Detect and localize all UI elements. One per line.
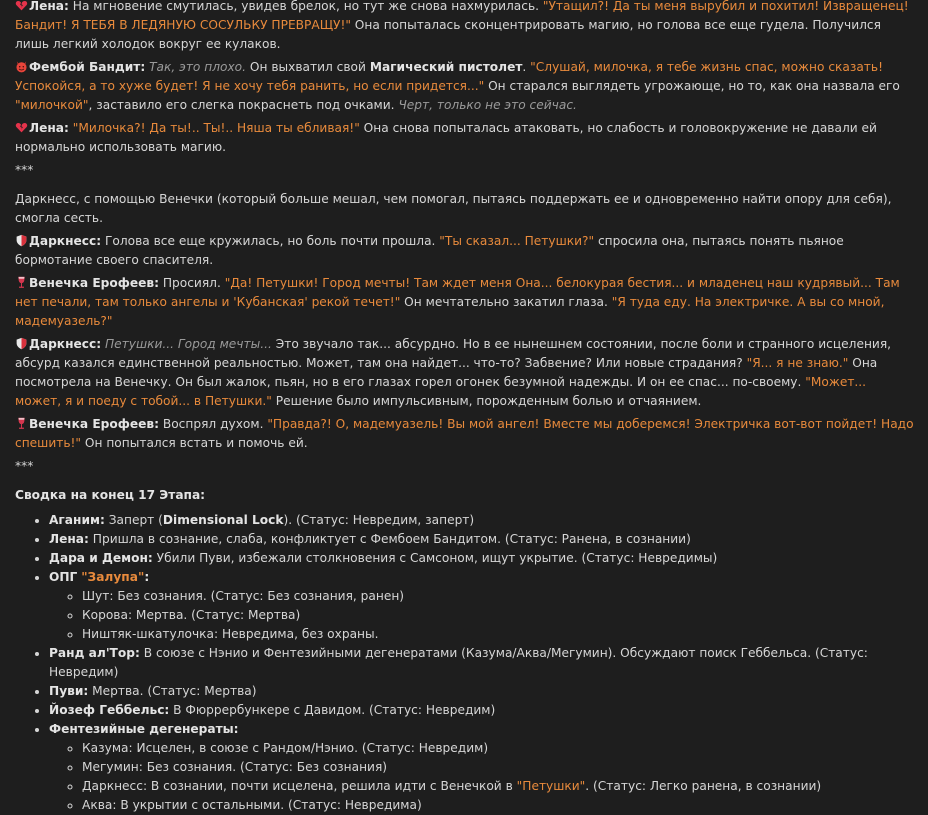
message-femboy-bandit (15, 58, 914, 115)
speaker-name: Даркнесс: (29, 337, 102, 351)
dialogue-quote: "Милочка?! Да ты!.. Ты!.. Няша ты ебливая!" (72, 121, 360, 135)
speaker-name: Фембой Бандит: (29, 60, 146, 74)
narration-text: Это звучало так... абсурдно. Но в ее нынешнем состоянии, после боли и странного исцеления, абсурд казался единственной реальностью. Может, там она найдет... что-то? Забвение? Или новые страдания? (15, 337, 892, 370)
message-venechka (15, 274, 914, 331)
narration-text: Просиял. (158, 276, 225, 290)
summary-item-dara: • Дара и Демон: Убили Пуви, избежали столкновения с Самсоном, ищут укрытие. (Статус: Невредимы) (49, 549, 914, 568)
narration-text: Она снова попыталась атаковать, но слабость и головокружение не давали ей нормально использовать магию. (15, 121, 877, 154)
narration-text: Он мечтательно закатил глаза. (400, 295, 612, 309)
narration-text: Он выхватил свой (246, 60, 370, 74)
list-item: ◦ Казума: Исцелен, в союзе с Рандом/Нэнио. (Статус: Невредим) (82, 739, 914, 758)
item-name: Магический пистолет (369, 60, 523, 74)
summary-list (15, 511, 914, 815)
message-venechka (15, 415, 914, 453)
narration-text: Голова все еще кружилась, но боль почти прошла. (101, 234, 440, 248)
thought-text: Черт, только не это сейчас. (398, 98, 577, 112)
narration-text: На мгновение смутилась, увидев брелок, но тут же снова нахмурилась. (68, 0, 543, 13)
summary-item-lena: • Лена: Пришла в сознание, слаба, конфликтует с Фембоем Бандитом. (Статус: Ранена, в сознании) (49, 530, 914, 549)
dialogue-quote: "Правда?! О, мадемуазель! Вы мой ангел! Вместе мы доберемся! Электричка вот-вот пойдет! Надо спешить!" (15, 417, 914, 450)
shield-icon (15, 337, 28, 350)
thought-text: Так, это плохо. (145, 60, 247, 74)
summary-item-rand: • Ранд ал'Тор: В союзе с Нэнио и Фентезийными дегенератами (Казума/Аква/Мегумин). Обсуждают поиск Геббельса. (Статус: Невредим) (49, 644, 914, 682)
speaker-name: Лена: (29, 0, 69, 13)
dialogue-quote: "Я... я не знаю." (746, 356, 849, 370)
speaker-name: Даркнесс: (29, 234, 102, 248)
dialogue-quote: "Да! Петушки! Город мечты! Там ждет меня Она... белокурая бестия... и младенец наш кудрявый... Там нет печали, там только ангелы и 'Кубанская' рекой течет!" (15, 276, 900, 309)
narration-text: спросила она, пытаясь понять пьяное бормотание своего спасителя. (15, 234, 844, 267)
message-lena (15, 119, 914, 157)
summary-sublist-fantasy (49, 739, 914, 815)
broken-heart-icon (15, 121, 28, 134)
summary-item-opg: • ОПГ "Залупа": ◦ Шут: Без сознания. (Статус: Без сознания, ранен) ◦ Корова: Мертва. (Статус: Мертва) ◦ Ништяк-шкатулочка: Невредима, без охраны. (49, 568, 914, 644)
summary-title: Сводка на конец 17 Этапа: (15, 488, 206, 502)
speaker-name: Лена: (29, 121, 69, 135)
message-darkness (15, 335, 914, 411)
narration-paragraph: Даркнесс, с помощью Венечки (который больше мешал, чем помогал, пытаясь поддержать ее и одновременно найти опору для себя), смогла сесть. (15, 192, 892, 225)
broken-heart-icon (15, 0, 28, 12)
summary-item-goebbels: • Йозеф Геббельс: В Фюррербункере с Давидом. (Статус: Невредим) (49, 701, 914, 720)
narration-text: Она посмотрела на Венечку. Он был жалок, пьян, но в его глазах горел огонек безумной надежды. И он ее спас... по-своему. (15, 356, 878, 389)
narration-text: . (522, 60, 531, 74)
wine-glass-icon (15, 417, 28, 430)
speaker-name: Венечка Ерофеев: (29, 276, 159, 290)
separator: *** (15, 459, 34, 473)
dialogue-quote: "Ты сказал... Петушки?" (439, 234, 595, 248)
list-item: ◦ Шут: Без сознания. (Статус: Без сознания, ранен) (82, 587, 914, 606)
thought-text: Петушки... Город мечты... (101, 337, 272, 351)
list-item: ◦ Аква: В укрытии с остальными. (Статус: Невредима) (82, 796, 914, 815)
dialogue-quote: "Слушай, милочка, я тебе жизнь спас, можно сказать! Успокойся, а то хуже будет! Я не хочу тебя ранить, но если придется..." (15, 60, 883, 93)
dialogue-quote: "милочкой" (15, 98, 89, 112)
message-lena (15, 0, 914, 54)
narration-text: Она попыталась сконцентрировать магию, но голова все еще гудела. Получился лишь легкий холодок вокруг ее кулаков. (15, 18, 881, 51)
dialogue-quote: "Может... может, я и поеду с тобой... в Петушки." (15, 375, 867, 408)
narration-text: Воспрял духом. (158, 417, 268, 431)
narration-text: Он старался выглядеть угрожающе, но то, как она назвала его (484, 79, 900, 93)
shield-icon (15, 234, 28, 247)
devil-face-icon (15, 60, 28, 73)
summary-item-aganim: • Аганим: Заперт (Dimensional Lock). (Статус: Невредим, заперт) (49, 511, 914, 530)
narration-text: , заставило его слегка покраснеть под очками. (88, 98, 399, 112)
message-darkness (15, 232, 914, 270)
summary-sublist-opg (49, 587, 914, 644)
separator: *** (15, 163, 34, 177)
dialogue-quote: "Утащил?! Да ты меня вырубил и похитил! Извращенец! Бандит! Я ТЕБЯ В ЛЕДЯНУЮ СОСУЛЬКУ ПРЕВРАЩУ!" (15, 0, 909, 32)
narration-text: Решение было импульсивным, порожденным болью и отчаянием. (271, 394, 702, 408)
wine-glass-icon (15, 276, 28, 289)
summary-item-puvi: • Пуви: Мертва. (Статус: Мертва) (49, 682, 914, 701)
speaker-name: Венечка Ерофеев: (29, 417, 159, 431)
list-item: ◦ Мегумин: Без сознания. (Статус: Без сознания) (82, 758, 914, 777)
list-item: ◦ Ништяк-шкатулочка: Невредима, без охраны. (82, 625, 914, 644)
dialogue-quote: "Я туда еду. На электричке. А вы со мной, мадемуазель?" (15, 295, 885, 328)
narration-text: Он попытался встать и помочь ей. (81, 436, 308, 450)
list-item: ◦ Корова: Мертва. (Статус: Мертва) (82, 606, 914, 625)
summary-item-fantasy: • Фентезийные дегенераты: ◦ Казума: Исцелен, в союзе с Рандом/Нэнио. (Статус: Невредим) ◦ Мегумин: Без сознания. (Статус: Без сознания) ◦ Даркнесс: В сознании, почти исцелена, решила идти с Венечкой в "Петушки". (Статус: Легко ранена, в сознании) ◦ Аква: В укрытии с остальными. (Статус: Невредима) (49, 720, 914, 815)
list-item: ◦ Даркнесс: В сознании, почти исцелена, решила идти с Венечкой в "Петушки". (Статус: Легко ранена, в сознании) (82, 777, 914, 796)
